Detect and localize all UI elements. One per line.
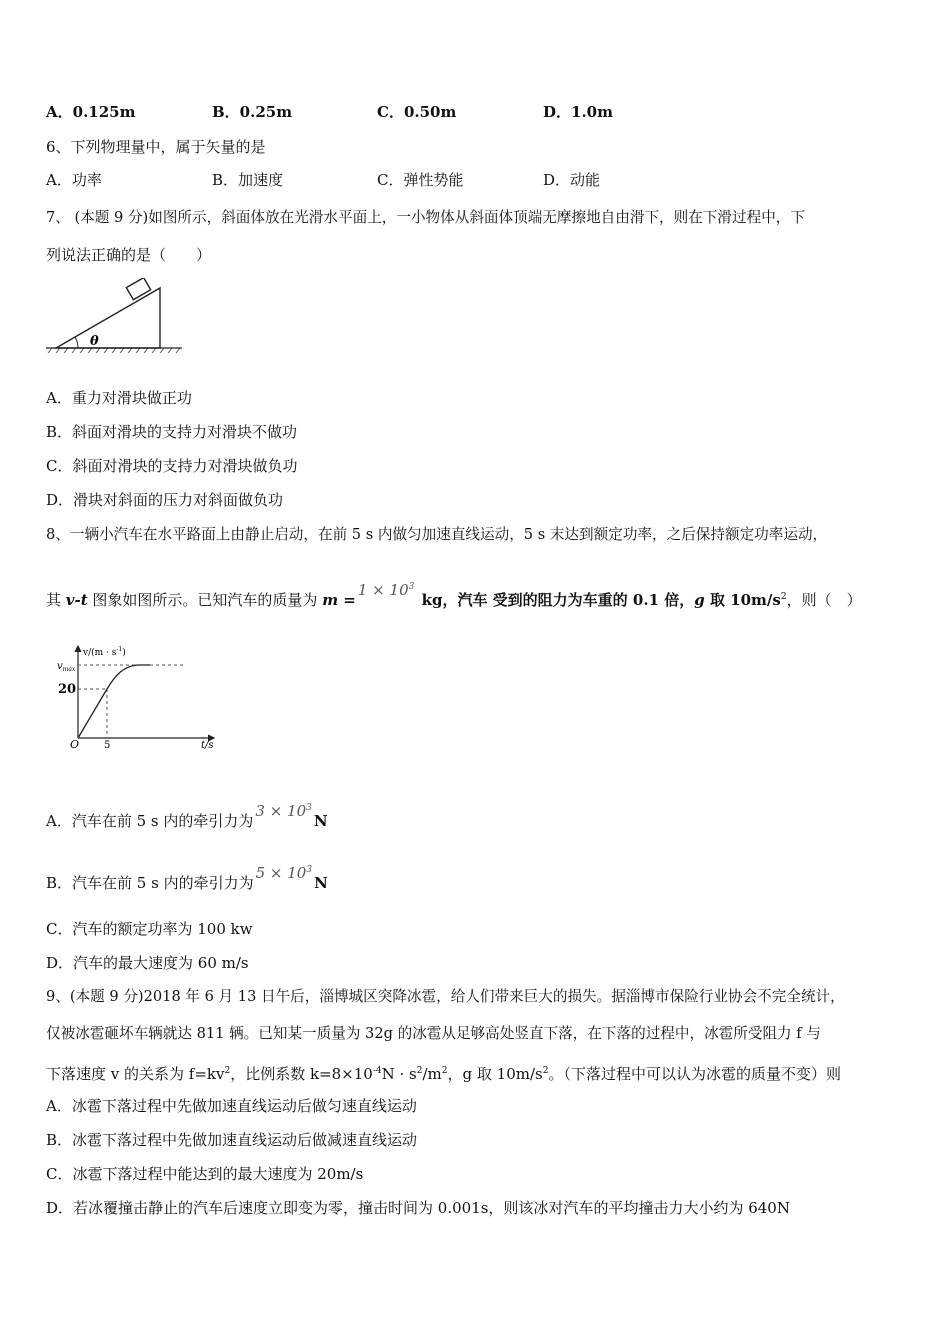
q6-option-a: A．功率 bbox=[46, 171, 102, 189]
incline-figure bbox=[46, 278, 186, 358]
q9-stem-line2: 仅被冰雹砸坏车辆就达 811 辆。已知某一质量为 32g 的冰雹从足够高处竖直下落，在下落的过程中，冰雹所受阻力 f 与 bbox=[46, 1025, 821, 1042]
q7-stem-line2: 列说法正确的是（ ） bbox=[46, 246, 212, 264]
q6-option-b: B．加速度 bbox=[212, 171, 284, 189]
q8-option-a: A．汽车在前 5 s 内的牵引力为$3 \times 10^3N$ bbox=[46, 808, 328, 831]
origin-label: O bbox=[70, 738, 80, 751]
theta-label: θ bbox=[90, 334, 99, 349]
q7-option-b: B．斜面对滑块的支持力对滑块不做功 bbox=[46, 423, 298, 441]
vt-graph bbox=[54, 640, 224, 752]
q5-option-a: A．0.125m bbox=[46, 103, 136, 121]
q5-option-c: C．0.50m bbox=[377, 103, 457, 121]
incline-wedge bbox=[56, 288, 160, 348]
force-formula-a: $3 \times 10^3$ bbox=[255, 802, 312, 820]
angle-arc bbox=[75, 337, 78, 348]
q5-option-b: B．0.25m bbox=[212, 103, 293, 121]
y-axis-label: $v/(m \cdot s^{-1})$ bbox=[83, 646, 126, 658]
ground-hatch bbox=[48, 348, 180, 353]
sliding-block bbox=[126, 278, 150, 300]
q7-stem-line1: 7、 (本题 9 分)如图所示，斜面体放在光滑水平面上，一小物体从斜面体顶端无摩擦地自由滑下，则在下滑过程中，下 bbox=[46, 209, 805, 226]
t5-label: 5 bbox=[104, 740, 111, 751]
q6-option-d: D．动能 bbox=[543, 171, 601, 189]
q8-option-c: C．汽车的额定功率为 100 kw bbox=[46, 920, 253, 938]
vmax-label: $v_{max}$ bbox=[57, 661, 76, 673]
q9-stem-line3: 下落速度 v 的关系为 $f=kv^2$，比例系数 $k=8\times 10^{-4}N \cdot s^2/m^2$，g 取 $10m/s^2$。（下落过程中可以认为冰雹的质量不变）则 bbox=[46, 1065, 841, 1083]
q8-option-b: B．汽车在前 5 s 内的牵引力为$5 \times 10^3N$ bbox=[46, 870, 328, 893]
q7-option-d: D．滑块对斜面的压力对斜面做负功 bbox=[46, 491, 284, 509]
q7-option-a: A．重力对滑块做正功 bbox=[46, 389, 192, 407]
q5-option-d: D．1.0m bbox=[543, 103, 613, 121]
q9-option-c: C．冰雹下落过程中能达到的最大速度为 20m/s bbox=[46, 1165, 364, 1183]
q9-stem-line1: 9、(本题 9 分)2018 年 6 月 13 日午后，淄博城区突降冰雹，给人们带来巨大的损失。据淄博市保险行业协会不完全统计， bbox=[46, 988, 845, 1005]
q8-option-d: D．汽车的最大速度为 60 m/s bbox=[46, 954, 249, 972]
velocity-curve bbox=[78, 665, 150, 738]
q8-stem-line2: 其 v-t 图象如图所示。已知汽车的质量为 $m =1 \times 10^3$ kg，汽车 受到的阻力为车重的 0.1 倍，g 取 $10m/s^2$，则（ ） bbox=[46, 587, 862, 610]
x-axis-label: t/s bbox=[201, 740, 214, 751]
v20-label: 20 bbox=[58, 682, 77, 697]
q6-stem: 6、下列物理量中，属于矢量的是 bbox=[46, 138, 266, 156]
q9-option-a: A．冰雹下落过程中先做加速直线运动后做匀速直线运动 bbox=[46, 1097, 417, 1115]
force-formula-b: $5 \times 10^3$ bbox=[255, 864, 313, 882]
q7-option-c: C．斜面对滑块的支持力对滑块做负功 bbox=[46, 457, 298, 475]
q9-option-d: D．若冰覆撞击静止的汽车后速度立即变为零，撞击时间为 0.001s，则该冰对汽车的平均撞击力大小约为 640N bbox=[46, 1199, 790, 1217]
q9-option-b: B．冰雹下落过程中先做加速直线运动后做减速直线运动 bbox=[46, 1131, 418, 1149]
q6-option-c: C．弹性势能 bbox=[377, 171, 464, 189]
mass-formula: $1 \times 10^3$ bbox=[357, 581, 415, 599]
q8-stem-line1: 8、一辆小汽车在水平路面上由静止启动，在前 5 s 内做匀加速直线运动，5 s 末达到额定功率，之后保持额定功率运动， bbox=[46, 526, 828, 543]
